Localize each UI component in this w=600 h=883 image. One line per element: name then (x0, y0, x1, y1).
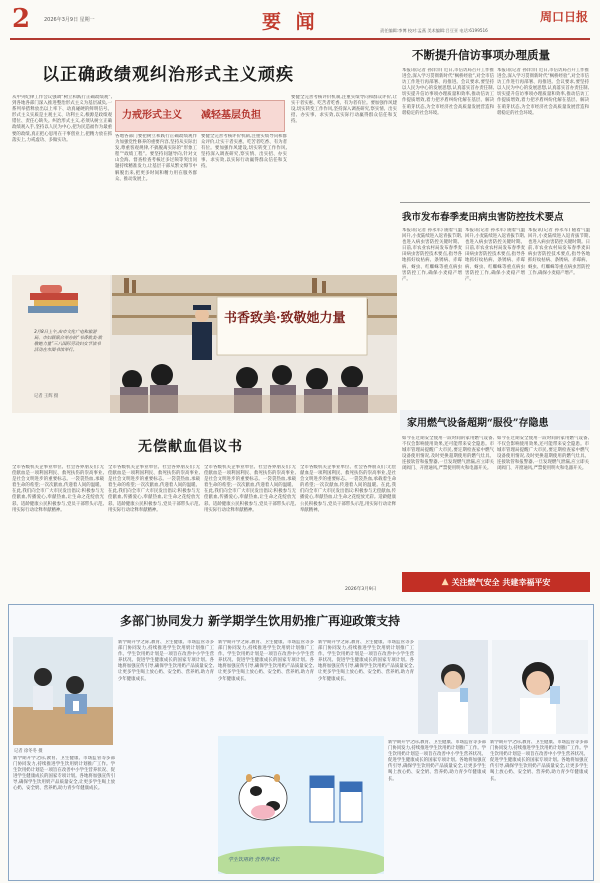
milk-headline: 多部门协同发力 新学期学生饮用奶推广再迎政策支持 (120, 614, 401, 628)
milk-body-2: 新学期开学之际,教育、卫生健康、市场监管等多部门协同发力,持续推进学生饮用奶计划推广工作。学生饮用奶计划是一项旨在改善中小学生营养状况、促进学生健康成长的国家专项计划。各地将加强宣传引导,确保学生饮用奶产品质量安全,让更多学生喝上放心奶、安全奶、营养奶,助力青少年健康成长。 (118, 640, 214, 682)
reading-banner-text: 书香致美·致敬她力量 (224, 311, 346, 326)
section-title: 要 闻 (262, 11, 319, 33)
divider-1 (400, 202, 590, 203)
lead-body-right: 要健全完善考核评价机制,注重实绩导向和群众评价,让实干者实惠、吃苦者吃香、有为者有位。要加强作风建设,切实转变工作作风,坚持深入调查研究,察实情、出实招、办实事、求实效,以实际行动赢得群众信任和支持。 (291, 95, 397, 125)
milk-photo-right-1 (418, 640, 488, 734)
blood-body-1: 全市各级机关企事业单位、社会各界朋友们:无偿献血是一项利国利民、救死扶伤的崇高事业,是社会文明进步的重要标志。一袋袋热血,承载着生命的希望;一次次献血,传递着人间的温暖。在此,我们向全市广大市民发出倡议:积极参与无偿献血,传播爱心,奉献热血,让生命之花绽放光彩。适龄健康公民积极参与,党员干部带头示范,用实际行动诠释奉献精神。 (12, 465, 104, 513)
gas-body-1: 如今在过期安全使用一段时间的家用燃气设备,不仅会影响使用效果,还可能带来安全隐患。市城市管理局提醒广大市民,要定期检查家中燃气设备使用情况,及时更换超期使用的燃气灶具、连接软管和报警器,一旦发现燃气泄漏,应立即关闭阀门、开窗通风,严禁使用明火和电器开关。 (402, 436, 494, 472)
fraud-body-2: 本报讯(记者 孙洋洋) 近日,市信访局召开工作推进会,深入学习贯彻新时代“枫桥经验”,对全市信访工作进行再部署、再推进。会议要求,要坚持以人民为中心的发展思想,认真落实首办责任制,切实提升信访事项办理质量和效率,推动信访工作提质增效,着力把矛盾纠纷化解在基层、解决在萌芽状态,为全市经济社会高质量发展营造和谐稳定的社会环境。 (497, 68, 589, 116)
wheat-body-1: 本报讯(记者 孙永军) 随着气温回升,小麦陆续进入返青拔节期,也进入病虫害防控关键时期。日前,市农业农村局发布春季麦田病虫害防控技术要点,指导各地抓好纹枯病、条锈病、赤霉病、蚜虫、红蜘蛛等重点病虫害防控工作,确保小麦稳产增产。 (402, 228, 462, 282)
editor-line: 责任编辑:李博 校对:孟燕 美术编辑:吕豆亚 电话:6199516 (380, 28, 488, 33)
subhead-left: 力戒形式主义 (122, 110, 182, 121)
lead-headline: 以正确政绩观纠治形式主义顽疾 (42, 65, 294, 85)
lead-body: 从中央纪律工作会议强调“树立和践行正确政绩观”,到各地各部门深入推进整治形式主义为基层减负,一系列举措释放出以上率下、动真碰硬的鲜明信号。形式主义实质是主观主义、功利主义,根源是政绩观错位、责任心缺失。纠治形式主义,必须从树立正确政绩观入手,坚持以人民为中心,把为民造福作为最重要的政绩,真正把心思用在干事创业上,把精力放在抓落实上,力戒虚功、多做实功。 (12, 95, 112, 143)
student-drinking-illustration (418, 640, 488, 734)
milk-body-5: 新学期开学之际,教育、卫生健康、市场监管等多部门协同发力,持续推进学生饮用奶计划推广工作。学生饮用奶计划是一项旨在改善中小学生营养状况、促进学生健康成长的国家专项计划。各地将加强宣传引导,确保学生饮用奶产品质量安全,让更多学生喝上放心奶、安全奶、营养奶,助力青少年健康成长。 (388, 740, 486, 782)
cartoon-cow-illustration (218, 736, 384, 874)
masthead (0, 0, 600, 42)
gas-body-2: 如今在过期安全使用一段时间的家用燃气设备,不仅会影响使用效果,还可能带来安全隐患。市城市管理局提醒广大市民,要定期检查家中燃气设备使用情况,及时更换超期使用的燃气灶具、连接软管和报警器,一旦发现燃气泄漏,应立即关闭阀门、开窗通风,严禁使用明火和电器开关。 (497, 436, 589, 472)
subhead-right: 减轻基层负担 (201, 110, 261, 121)
masthead-rule (10, 38, 590, 40)
blood-body-2: 全市各级机关企事业单位、社会各界朋友们:无偿献血是一项利国利民、救死扶伤的崇高事业,是社会文明进步的重要标志。一袋袋热血,承载着生命的希望;一次次献血,传递着人间的温暖。在此,我们向全市广大市民发出倡议:积极参与无偿献血,传播爱心,奉献热血,让生命之花绽放光彩。适龄健康公民积极参与,党员干部带头示范,用实际行动诠释奉献精神。 (108, 465, 200, 513)
paper-logo: 周口日报 (540, 10, 589, 24)
milk-photo-credit: 记者 徐冬冬 摄 (14, 749, 43, 754)
blood-body-4: 全市各级机关企事业单位、社会各界朋友们:无偿献血是一项利国利民、救死扶伤的崇高事业,是社会文明进步的重要标志。一袋袋热血,承载着生命的希望;一次次献血,传递着人间的温暖。在此,我们向全市广大市民发出倡议:积极参与无偿献血,传播爱心,奉献热血,让生命之花绽放光彩。适龄健康公民积极参与,党员干部带头示范,用实际行动诠释奉献精神。 (300, 465, 396, 513)
fraud-body-1: 本报讯(记者 孙洋洋) 近日,市信访局召开工作推进会,深入学习贯彻新时代“枫桥经验”,对全市信访工作进行再部署、再推进。会议要求,要坚持以人民为中心的发展思想,认真落实首办责任制,切实提升信访事项办理质量和效率,推动信访工作提质增效,着力把矛盾纠纷化解在基层、解决在萌芽状态,为全市经济社会高质量发展营造和谐稳定的社会环境。 (402, 68, 494, 116)
wheat-headline: 我市发布春季麦田病虫害防控技术要点 (402, 212, 564, 223)
milk-poster-caption: 学生饮用奶 营养伴成长 (228, 857, 280, 863)
issue-date: 2026年3月9日 星期一 (44, 17, 95, 23)
milk-body-3: 新学期开学之际,教育、卫生健康、市场监管等多部门协同发力,持续推进学生饮用奶计划推广工作。学生饮用奶计划是一项旨在改善中小学生营养状况、促进学生健康成长的国家专项计划。各地将加强宣传引导,确保学生饮用奶产品质量安全,让更多学生喝上放心奶、安全奶、营养奶,助力青少年健康成长。 (218, 640, 314, 682)
milk-poster (218, 736, 384, 874)
blood-body-3: 全市各级机关企事业单位、社会各界朋友们:无偿献血是一项利国利民、救死扶伤的崇高事业,是社会文明进步的重要标志。一袋袋热血,承载着生命的希望;一次次献血,传递着人间的温暖。在此,我们向全市广大市民发出倡议:积极参与无偿献血,传播爱心,奉献热血,让生命之花绽放光彩。适龄健康公民积极参与,党员干部带头示范,用实际行动诠释奉献精神。 (204, 465, 296, 513)
blood-signature-date: 2026年3月9日 (345, 587, 377, 592)
milk-body-4: 新学期开学之际,教育、卫生健康、市场监管等多部门协同发力,持续推进学生饮用奶计划推广工作。学生饮用奶计划是一项旨在改善中小学生营养状况、促进学生健康成长的国家专项计划。各地将加强宣传引导,确保学生饮用奶产品质量安全,让更多学生喝上放心奶、安全奶、营养奶,助力青少年健康成长。 (318, 640, 414, 682)
milk-body-1: 新学期开学之际,教育、卫生健康、市场监管等多部门协同发力,持续推进学生饮用奶计划推广工作。学生饮用奶计划是一项旨在改善中小学生营养状况、促进学生健康成长的国家专项计划。各地将加强宣传引导,确保学生饮用奶产品质量安全,让更多学生喝上放心奶、安全奶、营养奶,助力青少年健康成长。 (13, 756, 115, 792)
wheat-body-3: 本报讯(记者 孙永军) 随着气温回升,小麦陆续进入返青拔节期,也进入病虫害防控关键时期。日前,市农业农村局发布春季麦田病虫害防控技术要点,指导各地抓好纹枯病、条锈病、赤霉病、蚜虫、红蜘蛛等重点病虫害防控工作,确保小麦稳产增产。 (528, 228, 590, 276)
gas-banner-text: 关注燃气安全 共建幸福平安 (451, 577, 551, 587)
reading-credit: 记者 王辉 摄 (34, 394, 59, 399)
flame-icon: ▲ (441, 577, 449, 587)
milk-photo-left (13, 637, 113, 745)
fraud-headline: 不断提升信访事项办理质量 (412, 48, 550, 62)
gas-safety-banner (402, 572, 590, 592)
milk-body-6: 新学期开学之际,教育、卫生健康、市场监管等多部门协同发力,持续推进学生饮用奶计划推广工作。学生饮用奶计划是一项旨在改善中小学生营养状况、促进学生健康成长的国家专项计划。各地将加强宣传引导,确保学生饮用奶产品质量安全,让更多学生喝上放心奶、安全奶、营养奶,助力青少年健康成长。 (490, 740, 588, 782)
classroom-illustration (13, 637, 113, 745)
lead-body-mid: 要健全完善考核评价机制,注重实绩导向和群众评价,让实干者实惠、吃苦者吃香、有为者有位。要加强作风建设,切实转变工作作风,坚持深入调查研究,察实情、出实招、办实事、求实效,以实际行动赢得群众信任和支持。 (201, 134, 287, 170)
wheat-body-2: 本报讯(记者 孙永军) 随着气温回升,小麦陆续进入返青拔节期,也进入病虫害防控关键时期。日前,市农业农村局发布春季麦田病虫害防控技术要点,指导各地抓好纹枯病、条锈病、赤霉病、蚜虫、红蜘蛛等重点病虫害防控工作,确保小麦稳产增产。 (465, 228, 525, 282)
reading-caption: 3月8日上午,由市文化广电和旅游局、市妇联联合举办的“书香致美·致敬她力量”三八国际劳动妇女节读书活动在市图书馆举行。 (34, 330, 103, 353)
page-number: 2 (12, 4, 31, 34)
reading-event-photo (12, 275, 397, 413)
lead-body-left: 各地各部门要把树立和践行正确政绩观作为加强党性修养的重要内容,坚持从实际出发,尊重客观规律,不搞脱离实际的“形象工程”“政绩工程”。要坚持问题导向,针对文山会海、督查检查考核过多过频等突出问题持续精准发力,让基层干部从繁文缛节中解脱出来,把更多时间和精力用在服务群众、推动发展上。 (115, 134, 197, 182)
blood-headline: 无偿献血倡议书 (138, 439, 243, 455)
girl-drinking-milk-illustration (492, 640, 588, 734)
gas-headline: 家用燃气设备超期“服役”存隐患 (407, 418, 549, 429)
milk-photo-right-2 (492, 640, 588, 734)
